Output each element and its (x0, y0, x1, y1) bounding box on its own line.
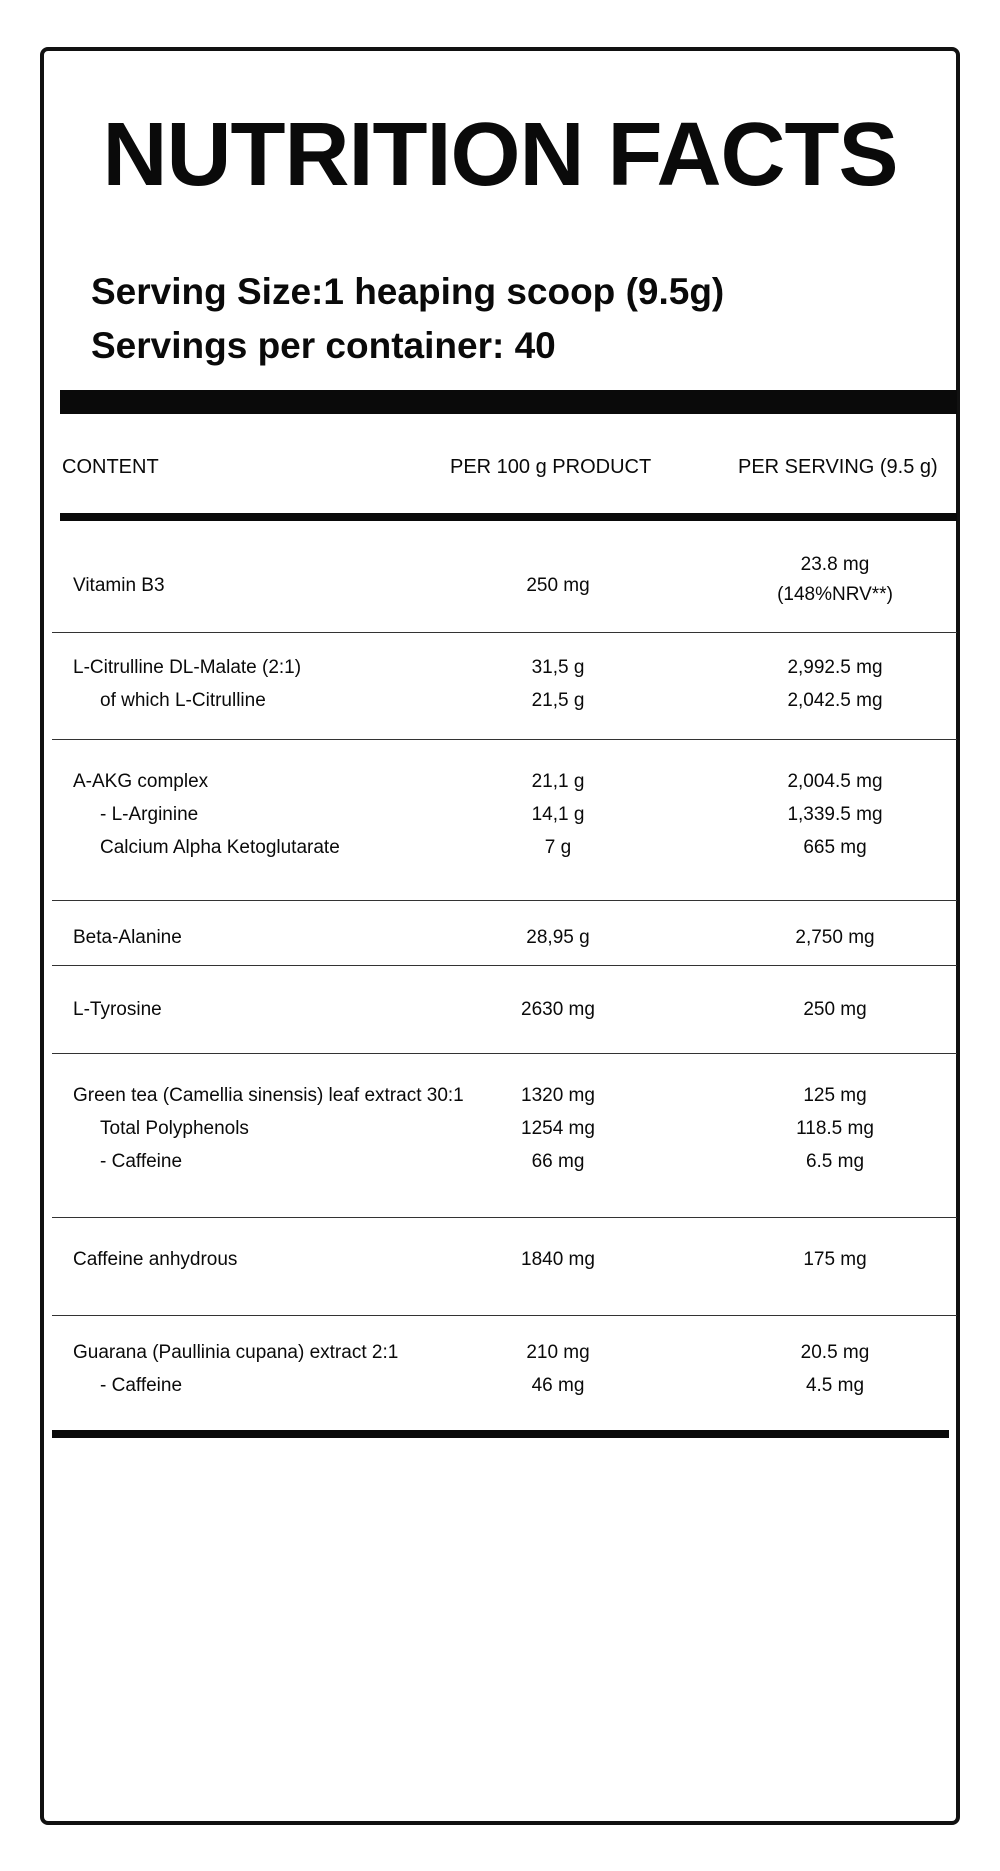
header-divider (60, 513, 957, 521)
row-name: - Caffeine (100, 1151, 183, 1172)
row-per-serving-note: (148%NRV**) (777, 584, 893, 605)
row-per-100g: 2630 mg (521, 999, 595, 1020)
row-per-100g: 31,5 g (531, 657, 585, 678)
row-divider (52, 1217, 957, 1218)
row-name: Green tea (Camellia sinensis) leaf extract 30:1 (73, 1085, 464, 1106)
row-per-100g: 14,1 g (531, 804, 585, 825)
row-per-serving: 23.8 mg (800, 554, 870, 575)
row-divider (52, 965, 957, 966)
row-name: Calcium Alpha Ketoglutarate (100, 837, 340, 858)
column-header-per-serving: PER SERVING (9.5 g) (738, 456, 938, 478)
row-name: L-Citrulline DL-Malate (2:1) (73, 657, 302, 678)
row-per-serving: 2,004.5 mg (787, 771, 883, 792)
row-divider (52, 1315, 957, 1316)
row-name: Caffeine anhydrous (73, 1249, 238, 1270)
row-per-100g: 1840 mg (521, 1249, 595, 1270)
serving-size: Serving Size:1 heaping scoop (9.5g) (91, 271, 725, 312)
row-name: Total Polyphenols (100, 1118, 249, 1139)
row-per-serving: 125 mg (803, 1085, 867, 1106)
row-divider (52, 739, 957, 740)
row-name: of which L-Citrulline (100, 690, 266, 711)
row-per-100g: 46 mg (531, 1375, 585, 1396)
page-title: NUTRITION FACTS (102, 105, 898, 205)
servings-per-container: Servings per container: 40 (91, 325, 556, 366)
row-name: Beta-Alanine (73, 927, 182, 948)
row-per-100g: 21,5 g (531, 690, 585, 711)
row-per-100g: 210 mg (526, 1342, 590, 1363)
row-per-serving: 2,042.5 mg (787, 690, 883, 711)
row-name: Guarana (Paullinia cupana) extract 2:1 (73, 1342, 399, 1363)
row-per-serving: 2,750 mg (795, 927, 875, 948)
column-header-content: CONTENT (62, 456, 159, 478)
table-bottom-divider (52, 1430, 949, 1438)
row-per-serving: 2,992.5 mg (787, 657, 883, 678)
header-divider-thick (60, 390, 957, 414)
row-per-100g: 250 mg (526, 575, 590, 596)
row-per-100g: 1254 mg (521, 1118, 595, 1139)
row-per-100g: 21,1 g (531, 771, 585, 792)
row-per-100g: 28,95 g (526, 927, 590, 948)
row-per-serving: 250 mg (803, 999, 867, 1020)
row-per-100g: 1320 mg (521, 1085, 595, 1106)
row-per-serving: 20.5 mg (800, 1342, 870, 1363)
row-name: A-AKG complex (73, 771, 209, 792)
row-divider (52, 632, 957, 633)
row-per-serving: 6.5 mg (805, 1151, 865, 1172)
row-divider (52, 1053, 957, 1054)
row-name: - L-Arginine (100, 804, 199, 825)
row-per-100g: 7 g (544, 837, 572, 858)
row-name: Vitamin B3 (73, 575, 165, 596)
row-per-serving: 665 mg (803, 837, 867, 858)
row-name: - Caffeine (100, 1375, 183, 1396)
row-divider (52, 900, 957, 901)
row-per-100g: 66 mg (531, 1151, 585, 1172)
row-per-serving: 4.5 mg (805, 1375, 865, 1396)
column-header-per-100g: PER 100 g PRODUCT (450, 456, 652, 478)
row-per-serving: 175 mg (803, 1249, 867, 1270)
row-per-serving: 1,339.5 mg (787, 804, 883, 825)
row-per-serving: 118.5 mg (796, 1118, 874, 1139)
row-name: L-Tyrosine (73, 999, 162, 1020)
